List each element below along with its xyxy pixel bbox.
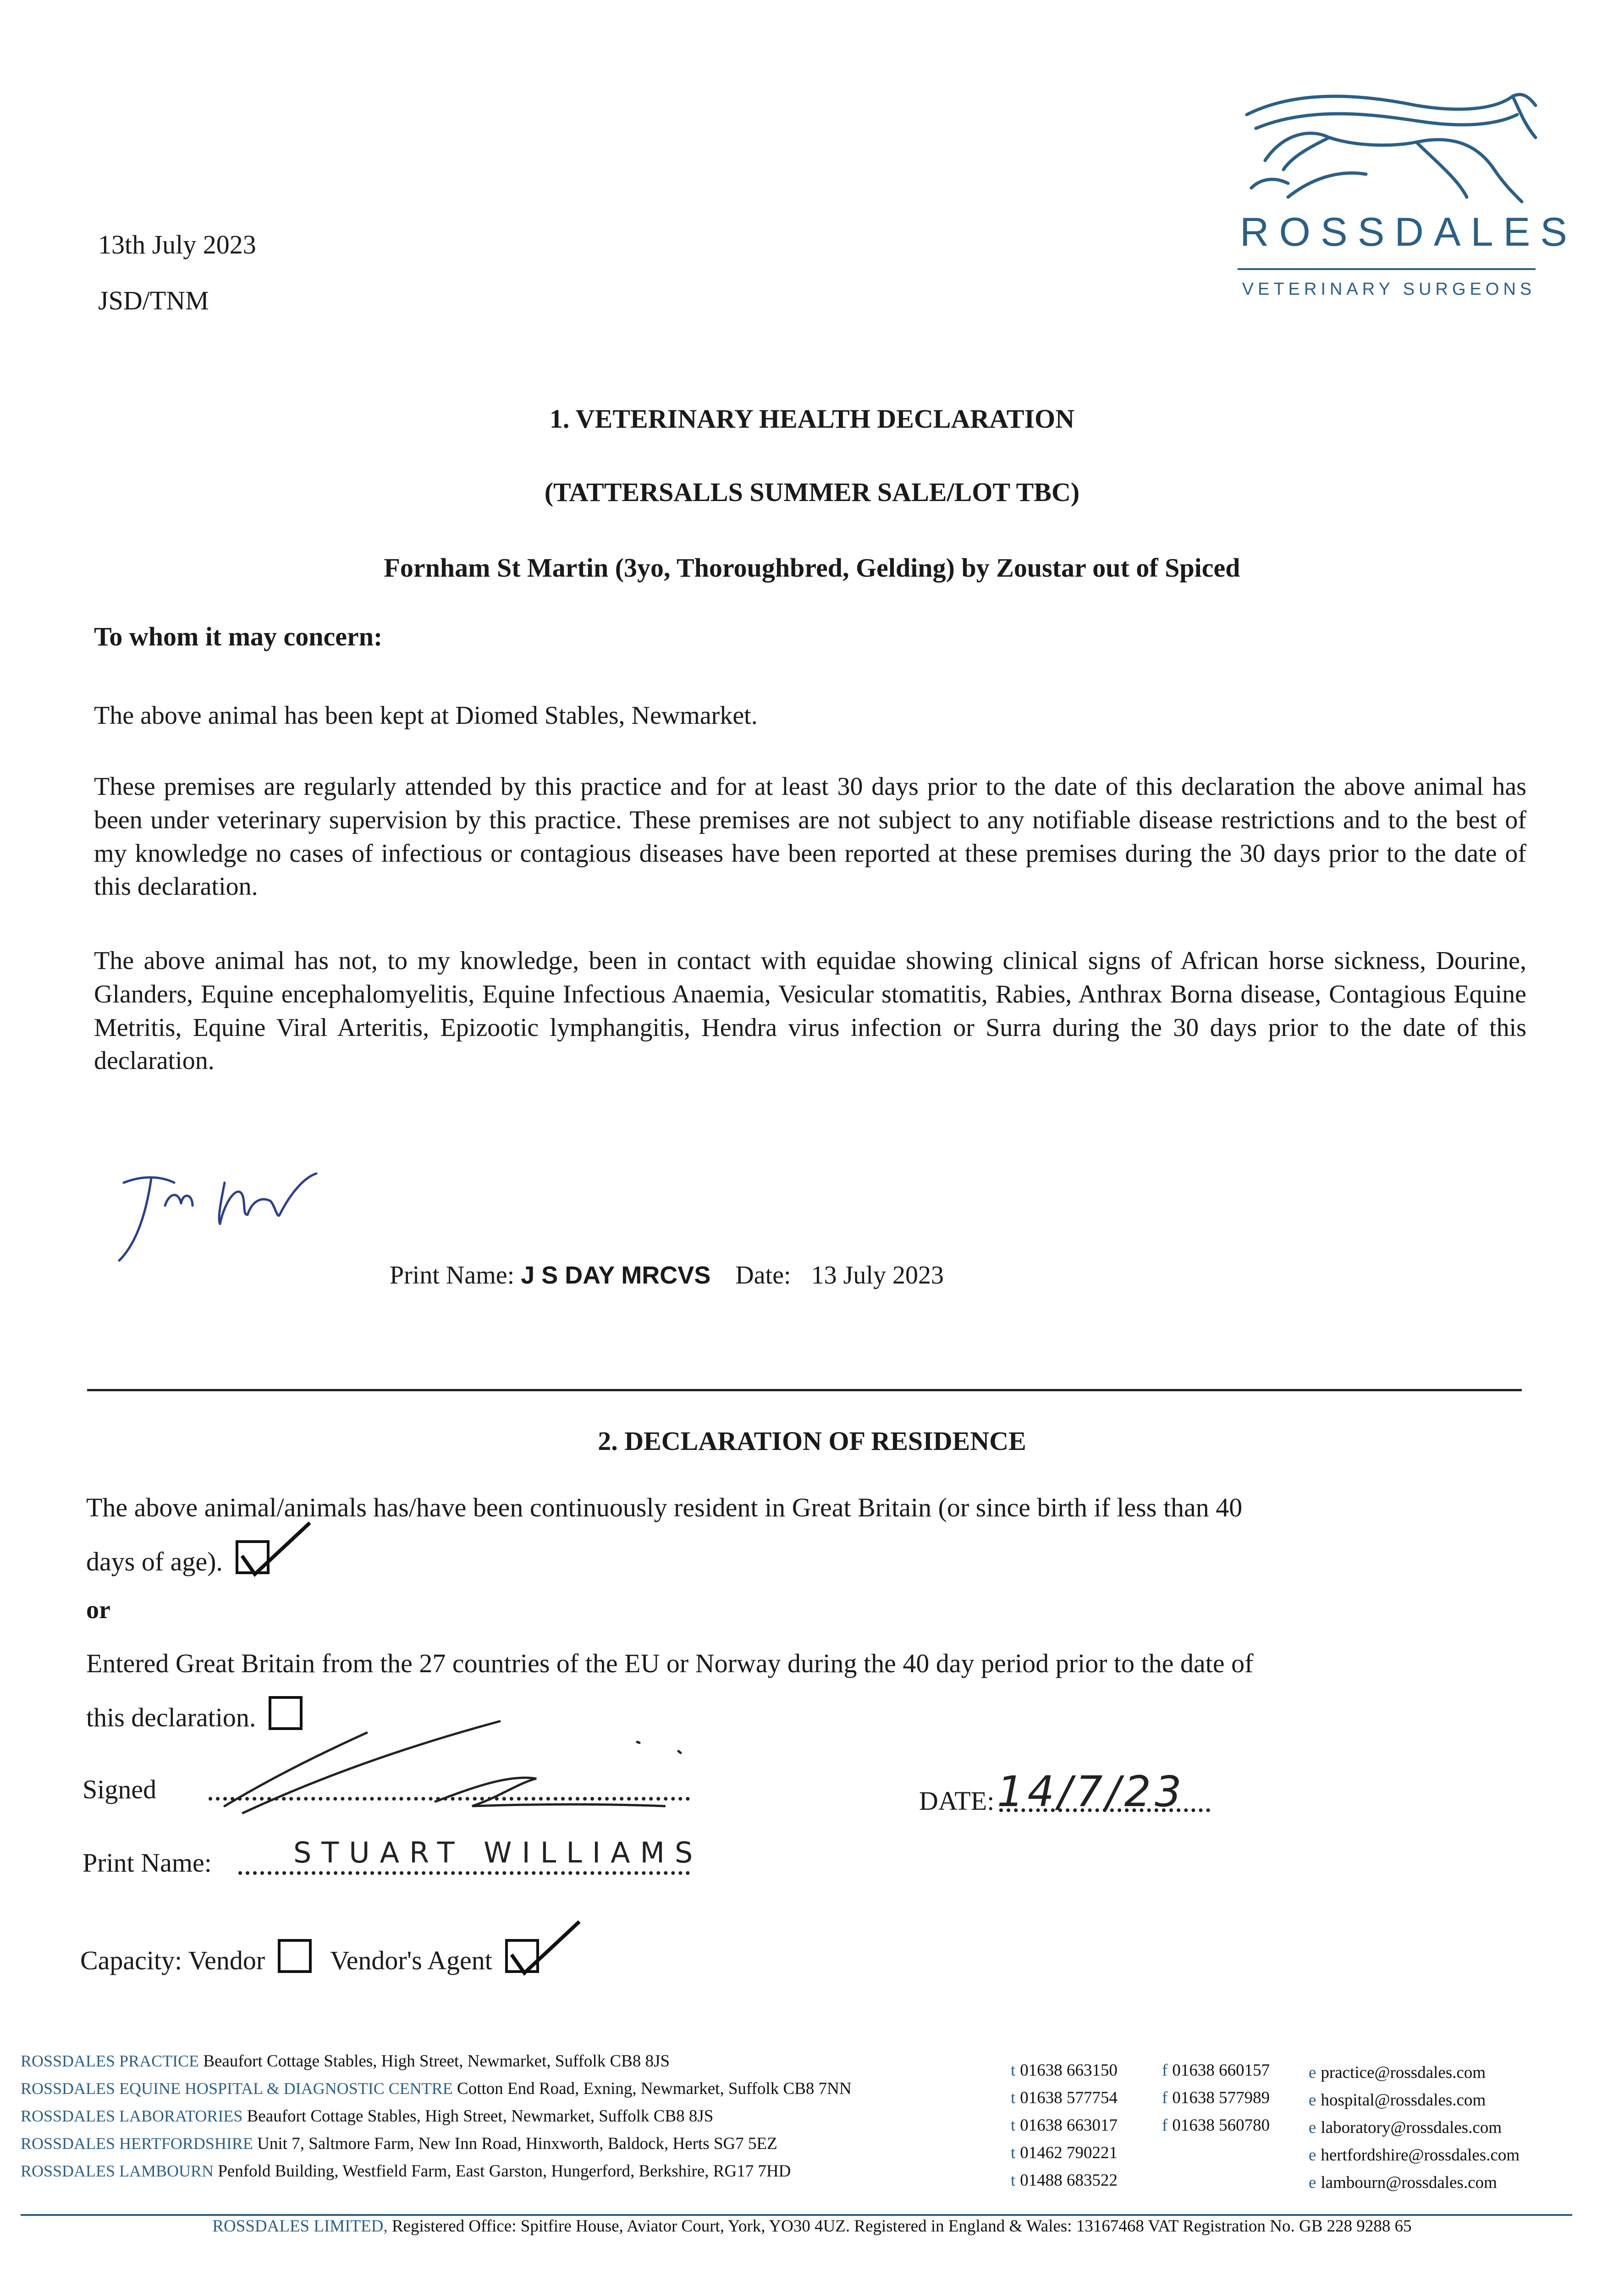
option1-checkbox[interactable]	[236, 1540, 270, 1574]
print2-line	[238, 1871, 690, 1875]
footer-address: Beaufort Cottage Stables, High Street, Newmarket, Suffolk CB8 8JS	[203, 2052, 670, 2071]
footer-address: Cotton End Road, Exning, Newmarket, Suffolk CB8 7NN	[457, 2079, 852, 2098]
section1-print-line	[390, 1261, 944, 1290]
date-value: 13 July 2023	[811, 1261, 944, 1289]
footer-fax-0: f 01638 660157	[1162, 2061, 1270, 2080]
agent-checkbox[interactable]	[505, 1939, 539, 1973]
footer-tel-0: t 01638 663150	[1011, 2061, 1118, 2080]
footer-tel-3: t 01462 790221	[1011, 2143, 1118, 2162]
section1-sale: (TATTERSALLS SUMMER SALE/LOT TBC)	[544, 477, 1080, 507]
footer-email-4: e lambourn@rossdales.com	[1309, 2173, 1497, 2192]
checkmark-icon	[506, 1918, 584, 1982]
paragraph-kept: The above animal has been kept at Diomed Stables, Newmarket.	[94, 701, 758, 730]
or-label: or	[86, 1596, 110, 1624]
footer-registration	[0, 2216, 1624, 2236]
footer-name: ROSSDALES PRACTICE	[21, 2052, 199, 2070]
paragraph-premises: These premises are regularly attended by this practice and for at least 30 days prior to the date of this declaration the above animal has been under veterinary supervision by this practice. These premises are not subject to any notifiable disease restrictions and to the best of my knowledge no cases of infectious or contagious diseases have been reported at these premises during the 30 days prior to the date of this declaration.	[94, 772, 1526, 901]
capacity-label: Capacity: Vendor	[80, 1945, 265, 1975]
salutation: To whom it may concern:	[94, 622, 383, 651]
option1-row	[86, 1540, 270, 1577]
footer-email-0: e practice@rossdales.com	[1309, 2063, 1486, 2082]
checkmark-icon	[237, 1519, 314, 1583]
footer-name: ROSSDALES LABORATORIES	[21, 2107, 243, 2125]
registered-text: Registered Office: Spitfire House, Aviator Court, York, YO30 4UZ. Registered in England & Wales: 13167468 VAT Registration No. GB 228 9288 65	[391, 2217, 1412, 2236]
vendor-checkbox[interactable]	[278, 1939, 312, 1973]
footer-rule	[21, 2214, 1572, 2216]
footer-email-3: e hertfordshire@rossdales.com	[1309, 2146, 1520, 2165]
option2-text-end: this declaration.	[86, 1702, 256, 1732]
footer-row-hertfordshire	[21, 2134, 777, 2154]
footer-name: ROSSDALES HERTFORDSHIRE	[21, 2134, 253, 2153]
logo-wordmark: ROSSDALES	[1240, 209, 1577, 254]
capacity-row	[80, 1939, 539, 1976]
section2-title: 2. DECLARATION OF RESIDENCE	[598, 1426, 1026, 1456]
section1-horse: Fornham St Martin (3yo, Thoroughbred, Gelding) by Zoustar out of Spiced	[384, 553, 1240, 583]
footer-fax-2: f 01638 560780	[1162, 2116, 1270, 2135]
logo-rule	[1238, 268, 1536, 270]
date-label: Date:	[735, 1261, 791, 1289]
footer-tel-1: t 01638 577754	[1011, 2088, 1118, 2107]
letter-reference: JSD/TNM	[98, 286, 209, 315]
section1-title: 1. VETERINARY HEALTH DECLARATION	[549, 404, 1075, 434]
footer-address: Penfold Building, Westfield Farm, East Garston, Hungerford, Berkshire, RG17 7HD	[218, 2162, 791, 2181]
footer-row-lambourn	[21, 2161, 791, 2181]
vet-signature	[105, 1155, 380, 1274]
vendor-signature	[215, 1714, 720, 1820]
footer-row-hospital	[21, 2079, 852, 2099]
footer-address: Beaufort Cottage Stables, High Street, Newmarket, Suffolk CB8 8JS	[247, 2107, 714, 2126]
option1-text-end: days of age).	[86, 1547, 223, 1576]
signed-label: Signed	[83, 1774, 157, 1804]
date2-value: 14/7/23	[997, 1767, 1185, 1816]
print2-value: STUART WILLIAMS	[293, 1836, 703, 1869]
footer-name: ROSSDALES EQUINE HOSPITAL & DIAGNOSTIC CENTRE	[21, 2079, 453, 2098]
footer-address: Unit 7, Saltmore Farm, New Inn Road, Hinxworth, Baldock, Herts SG7 5EZ	[257, 2134, 777, 2153]
footer-email-2: e laboratory@rossdales.com	[1309, 2118, 1502, 2137]
agent-label: Vendor's Agent	[330, 1945, 492, 1975]
print2-label: Print Name:	[83, 1848, 212, 1878]
footer-email-1: e hospital@rossdales.com	[1309, 2091, 1486, 2110]
footer-name: ROSSDALES LAMBOURN	[21, 2162, 214, 2180]
registered-name: ROSSDALES LIMITED,	[212, 2217, 388, 2236]
footer-fax-1: f 01638 577989	[1162, 2088, 1270, 2107]
option1-text: The above animal/animals has/have been continuously resident in Great Britain (or since birth if less than 40	[86, 1493, 1243, 1522]
letter-date: 13th July 2023	[98, 230, 256, 259]
print-name-value: J S DAY MRCVS	[521, 1262, 711, 1289]
footer-tel-2: t 01638 663017	[1011, 2116, 1118, 2135]
date2-label: DATE:	[919, 1786, 995, 1816]
footer-tel-4: t 01488 683522	[1011, 2171, 1118, 2190]
footer-row-practice	[21, 2051, 670, 2071]
paragraph-contact: The above animal has not, to my knowledge, been in contact with equidae showing clinical signs of African horse sickness, Dourine, Glanders, Equine encephalomyelitis, Equine Infectious Anaemia, Vesicular stomatitis, Rabies, Anthrax Borna disease, Contagious Equine Metritis, Equine Viral Arteritis, Epizootic lymphangitis, Hendra virus infection or Surra during the 30 days prior to the date of this declaration.	[94, 947, 1526, 1075]
footer-row-laboratories	[21, 2106, 713, 2126]
option2-text: Entered Great Britain from the 27 countries of the EU or Norway during the 40 day period prior to the date of	[86, 1648, 1254, 1678]
section-divider	[87, 1389, 1522, 1391]
print-name-label: Print Name:	[390, 1261, 515, 1289]
logo-subtitle: VETERINARY SURGEONS	[1242, 280, 1536, 299]
